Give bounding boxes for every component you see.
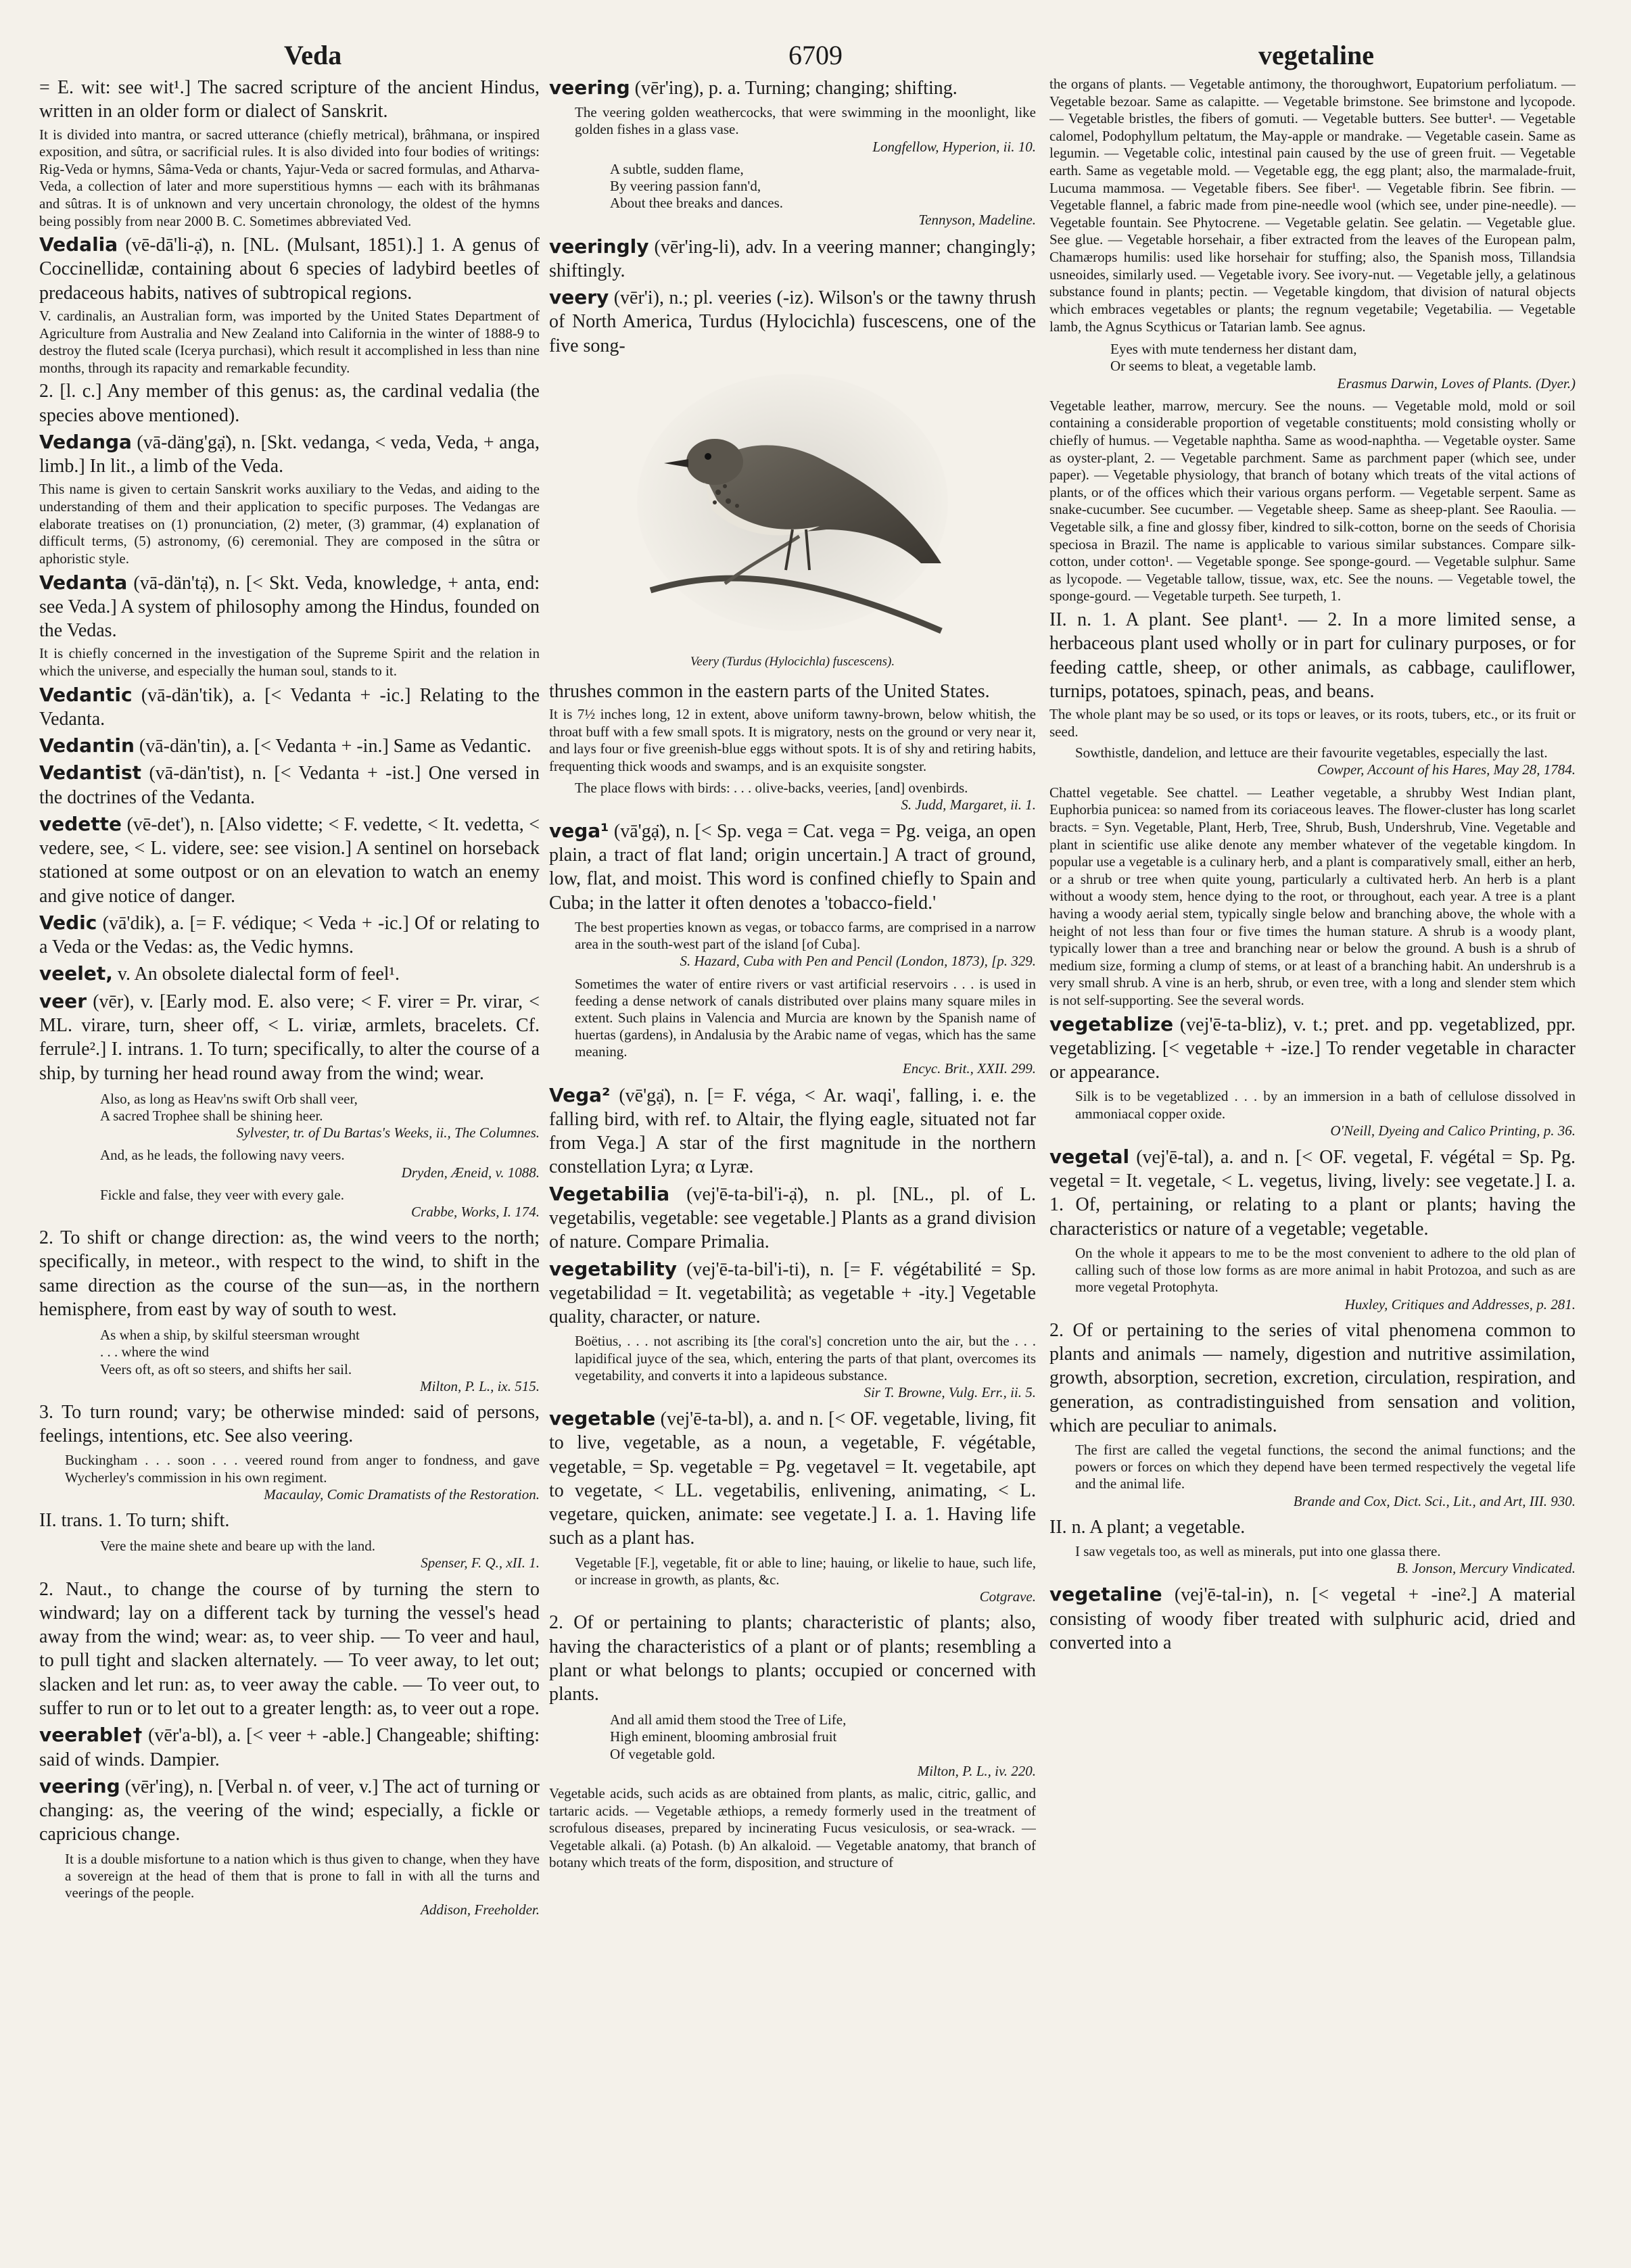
definition-text: (vēr'i), n.; pl. veeries (-iz). Wilson's or the tawny thrush of North America, Turdus (Hylocichla) fuscescens, one of the five song-	[549, 287, 1036, 356]
explanatory-note: It is chiefly concerned in the investigation of the Supreme Spirit and the relation in which the universe, and especially the human soul, stands to it.	[39, 645, 540, 679]
definition-text: (vā-däng'gạ̈), n. [Skt. vedanga, < veda, Veda, + anga, limb.] In lit., a limb of the Veda.	[39, 431, 540, 477]
dictionary-entry	[39, 761, 540, 809]
definition-paragraph: 2. Of or pertaining to the series of vital phenomena common to plants and animals — namely, digestion and nutritive assimilation, growth, absorption, secretion, excretion, circulation, respiration, and generation, as contradistinguished from sensation and volition, which are peculiar to animals.	[1049, 1319, 1576, 1436]
definition-paragraph: 2. To shift or change direction: as, the wind veers to the north; specifically, in meteor., with respect to the wind, to shift in the same direction as the course of the sun—as, in the northern hemisphere, from east by way of south to west.	[39, 1227, 540, 1320]
quote-text: I saw vegetals too, as well as minerals, put into one glassa there.	[1075, 1543, 1441, 1560]
explanatory-note: Vegetable leather, marrow, mercury. See the nouns. — Vegetable mold, mold or soil containing a considerable proportion of vegetable constituents; mold consisting wholly or chiefly of humus. — Vegetable naphtha. Same as wood-naphtha. — Vegetable oyster. Same as oyster-plant, 2. — Vegetable parchment. Same as parchment paper (which see, under paper). — Vegetable physiology, that branch of botany which treats of the vital actions of plants, or of the offices which their various organs perform. — Vegetable serpent. Same as snake-cucumber. See cucumber. — Vegetable sheep. Same as sheep-plant. See Raoulia. — Vegetable silk, a fine and glossy fiber, kindred to silk-cotton, borne on the seeds of Chorisia speciosa in Brazil. The name is applicable to various similar substances. Compare silk-cotton, under cotton¹. — Vegetable sponge. See sponge-gourd. — Vegetable sulphur. Same as lycopode. — Vegetable tallow, tissue, wax, etc. See the nouns. — Vegetable towel, the sponge-gourd. — Vegetable turpeth. See turpeth, 1.	[1049, 397, 1576, 605]
header-right-guide-word: vegetaline	[1258, 40, 1374, 70]
headword: vedette	[39, 812, 122, 835]
definition-text: (vē-det'), n. [Also vidette; < F. vedette, < It. vedetta, < vedere, see, < L. videre, see: see vision.] A sentinel on horseback stationed at some outpost or on an elevation to watch an enemy and give notice of danger.	[39, 813, 540, 907]
quote-source: Spenser, F. Q., xII. 1.	[421, 1555, 540, 1572]
quote-text: Fickle and false, they veer with every gale.	[100, 1186, 344, 1203]
quote-source: S. Judd, Margaret, ii. 1.	[901, 796, 1036, 813]
explanatory-note: It is divided into mantra, or sacred utterance (chiefly metrical), brâhmana, or inspired exposition, and sûtra, or sacrificial rules. It is also divided into four bodies of writings: Rig-Veda or hymns, Sâma-Veda or chants, Yajur-Veda or sacred formulas, and Atharva-Veda, a collection of later and more superstitious hymns — each with its brâhmanas and sûtras. It is of unknown and very uncertain chronology, the oldest of the hymns being possibly from near 2000 B. C. Sometimes abbreviated Ved.	[39, 126, 540, 229]
definition-paragraph: II. trans. 1. To turn; shift.	[39, 1510, 230, 1532]
citation-quote	[1075, 1543, 1576, 1577]
quote-text: The first are called the vegetal functions, the second the animal functions; and the powers or forces on which they depend have been termed respectively the vegetal life and the animal life.	[1075, 1442, 1576, 1492]
definition-text: (vej'ē-ta-bil'i-ti), n. [= F. végétabilité = Sp. vegetabilidad = It. vegetabilità; as vegetable + -ity.] Vegetable quality, character, or nature.	[549, 1258, 1036, 1328]
definition-text: (vēr'a-bl), a. [< veer + -able.] Changeable; shifting: said of winds. Dampier.	[39, 1725, 540, 1770]
quote-source: Milton, P. L., ix. 515.	[420, 1377, 540, 1394]
explanatory-note: Chattel vegetable. See chattel. — Leather vegetable, a shrubby West Indian plant, Euphorbia punicea: so named from its coriaceous leaves. The flower-cluster has long scarlet bracts. = Syn. Vegetable, Plant, Herb, Tree, Shrub, Bush, Undershrub, Vine. Vegetable and plant in scientific use alike denote any member whatever of the vegetable kingdom. In popular use a vegetable is a culinary herb, and a plant is comparatively small, either an herb, or a shrub or tree when quite young, particularly a cultivated herb. An herb is a plant without a woody stem, hence dying to the root, or throughout, each year. A tree is a plant having a woody aerial stem, typically single below and branching above, the whole with a height of not less than four or five times the human stature. A shrub is a woody plant, typically lower than a tree and branching near or below the ground. A bush is a shrub of medium size, forming a clump of stems, or at least of a branching habit. An undershrub is a very small shrub. A vine is an herb, shrub, or even tree, with a long and slender stem which is not self-supporting. See the several words.	[1049, 784, 1576, 1008]
citation-quote	[575, 1555, 1036, 1606]
quote-text: Sometimes the water of entire rivers or vast artificial reservoirs . . . is used in feeding a dense network of canals distributed over plains many square miles in extent. Such plains in Valencia and Murcia are known by the Spanish name of huertas (gardens), in Andalusia by the Arabic name of vegas, which has the same meaning.	[575, 975, 1036, 1060]
dictionary-entry	[39, 233, 540, 305]
column-1	[39, 76, 540, 2240]
dictionary-entry	[39, 812, 540, 908]
headword: Vedanta	[39, 571, 128, 594]
definition-text: (vej'ē-ta-bl), a. and n. [< OF. vegetable, living, fit to live, vegetable, as a noun, a vegetable, F. végétable, vegetable, = Sp. vegetable = Pg. vegetavel = It. vegetabile, apt to vegetate, < LL. vegetabilis, enlivening, animating, < L. vegetare, quicken, animate: see vegetate.] I. a. 1. Having life such as a plant has.	[549, 1409, 1036, 1549]
citation-quote	[65, 1851, 540, 1919]
quote-text: And all amid them stood the Tree of Life, High eminent, blooming ambrosial fruit Of vegetable gold.	[610, 1711, 847, 1762]
definition-text: (vē'gạ̈), n. [= F. véga, < Ar. waqi', falling, i. e. the falling bird, with ref. to Altair, the flying eagle, situated not far from Vega.] A star of the first magnitude in the northern constellation Lyra; α Lyræ.	[549, 1085, 1036, 1178]
veery-bird-illustration	[623, 367, 962, 651]
definition-paragraph: 2. Of or pertaining to plants; characteristic of plants; also, having the characteristics of a plant or of plants; resembling a plant or what belongs to plants; occupied or concerned with plants.	[549, 1612, 1036, 1705]
definition-text: (vā-dän'tist), n. [< Vedanta + -ist.] One versed in the doctrines of the Vedanta.	[39, 763, 540, 808]
definition-text: (vej'ē-ta-bil'i-ạ̈), n. pl. [NL., pl. of L. vegetabilis, vegetable: see vegetable.] Plants as a grand division of nature. Compare Primalia.	[549, 1183, 1036, 1253]
dictionary-entry	[1049, 1012, 1576, 1085]
definition-text: (vej'ē-tal-in), n. [< vegetal + -ine².] A material consisting of woody fiber treated with sulphuric acid, dried and converted into a	[1049, 1584, 1576, 1654]
quote-text: On the whole it appears to me to be the most convenient to adhere to the old plan of calling such of those low forms as are more animal in habit Protozoa, and such as are more vegetal Protophyta.	[1075, 1245, 1576, 1296]
dictionary-entry	[549, 235, 1036, 283]
definition-text: (vēr'ing), p. a. Turning; changing; shifting.	[634, 78, 958, 99]
quote-text: Also, as long as Heav'ns swift Orb shall veer, A sacred Trophee shall be shining heer.	[100, 1090, 358, 1124]
quote-text: Eyes with mute tenderness her distant dam, Or seems to bleat, a vegetable lamb.	[1110, 341, 1357, 375]
dictionary-entry	[1049, 1582, 1576, 1655]
quote-text: Boëtius, . . . not ascribing its [the coral's] concretion unto the air, but the . . . lapidifical juyce of the sea, which, entering the parts of that plant, overcomes its vegetability, and converts it into a lapideous substance.	[575, 1333, 1036, 1384]
quote-source: Addison, Freeholder.	[421, 1901, 540, 1918]
explanatory-note: The whole plant may be so used, or its tops or leaves, or its roots, tubers, etc., or its fruit or seed.	[1049, 706, 1576, 740]
citation-quote	[1075, 745, 1576, 778]
definition-text: (vēr'ing-li), adv. In a veering manner; changingly; shiftingly.	[549, 236, 1036, 281]
citation-quote	[575, 1333, 1036, 1401]
headword: veerable†	[39, 1724, 143, 1747]
dictionary-entry	[39, 683, 540, 732]
dictionary-entry	[549, 1257, 1036, 1329]
figure-caption: Veery (Turdus (Hylocichla) fuscescens).	[690, 654, 895, 669]
quote-source: Sir T. Browne, Vulg. Err., ii. 5.	[864, 1384, 1036, 1400]
citation-quote	[575, 780, 1036, 813]
citation-quote	[575, 919, 1036, 970]
headword: Vegetabilia	[549, 1182, 670, 1205]
dictionary-entry	[549, 1182, 1036, 1254]
quote-source: Cowper, Account of his Hares, May 28, 1784.	[1317, 761, 1576, 778]
definition-text: v. An obsolete dialectal form of feel¹.	[117, 964, 400, 985]
citation-quote	[100, 1091, 540, 1142]
definition-paragraph: II. n. A plant; a vegetable.	[1049, 1516, 1246, 1538]
citation-quote	[610, 161, 1036, 229]
header-left-guide-word: Veda	[284, 40, 342, 70]
headword: Vega²	[549, 1083, 611, 1106]
quote-source: Encyc. Brit., XXII. 299.	[902, 1060, 1036, 1077]
dictionary-entry	[39, 571, 540, 643]
headword: veery	[549, 286, 609, 309]
definition-text: (vej'ē-tal), a. and n. [< OF. vegetal, F. végétal = Sp. Pg. vegetal = It. vegetale, < L. vegetus, living, lively: see vegetate.] I. a. 1. Of, pertaining, or relating to a plant or plants; having the characteristics or nature of a vegetable; vegetable.	[1049, 1146, 1576, 1239]
citation-quote	[575, 104, 1036, 156]
headword: Vedanga	[39, 430, 132, 453]
dictionary-entry	[39, 1723, 540, 1772]
citation-quote	[610, 1711, 1036, 1780]
dictionary-entry	[39, 911, 540, 960]
quote-text: It is a double misfortune to a nation which is thus given to change, when they have a sovereign at the head of them that is prone to fall in with all the turns and veerings of the people.	[65, 1850, 540, 1901]
dictionary-entry	[549, 76, 1036, 100]
citation-quote	[100, 1538, 540, 1572]
definition-text: (vēr'ing), n. [Verbal n. of veer, v.] The act of turning or changing: as, the veering of the wind; especially, a fickle or capricious change.	[39, 1776, 540, 1845]
definition-text: (vēr), v. [Early mod. E. also vere; < F. virer = Pr. virar, < ML. virare, turn, sheer off, < L. viriæ, armlets, bracelets. Cf. ferrule².] I. intrans. 1. To turn; specifically, to alter the course of a ship, by turning her head round away from the wind; wear.	[39, 991, 540, 1084]
headword: Vedantin	[39, 734, 135, 757]
quote-source: Longfellow, Hyperion, ii. 10.	[872, 138, 1036, 155]
dictionary-entry	[39, 989, 540, 1085]
headword: Vedantist	[39, 761, 142, 784]
definition-paragraph: II. n. 1. A plant. See plant¹. — 2. In a more limited sense, a herbaceous plant used wholly or in part for culinary purposes, or for feeding cattle, sheep, or other animals, as cabbage, cauliflower, turnips, potatoes, spinach, peas, and beans.	[1049, 609, 1576, 702]
quote-source: O'Neill, Dyeing and Calico Printing, p. 36.	[1330, 1122, 1576, 1139]
quote-source: B. Jonson, Mercury Vindicated.	[1396, 1560, 1576, 1577]
quote-text: And, as he leads, the following navy veers.	[100, 1147, 345, 1164]
quote-source: Brande and Cox, Dict. Sci., Lit., and Art, III. 930.	[1293, 1492, 1576, 1509]
dictionary-entry	[39, 962, 540, 986]
dictionary-entry	[549, 285, 1036, 358]
explanatory-note: Vegetable acids, such acids as are obtained from plants, as malic, citric, gallic, and tartaric acids. — Vegetable æthiops, a remedy formerly used in the treatment of scrofulous diseases, prepared by incinerating Fucus vesiculosis, or sea-wrack. — Vegetable alkali. (a) Potash. (b) An alkaloid. — Vegetable anatomy, that branch of botany which treats of the form, disposition, and structure of	[549, 1785, 1036, 1871]
headword: veering	[549, 76, 630, 99]
explanatory-note: the organs of plants. — Vegetable antimony, the thoroughwort, Eupatorium perfoliatum. — Vegetable bezoar. Same as calapitte. — Vegetable brimstone. See brimstone and lycopode. — Vegetable bristles, the fibers of gomuti. — Vegetable butters. See butter¹. — Vegetable calomel, Podophyllum peltatum, the May-apple or mandrake. — Vegetable casein. Same as legumin. — Vegetable colic, intestinal pain caused by the use of green fruit. — Vegetable earth. Same as vegetable mold. — Vegetable egg, the egg plant; also, the marmalade-fruit, Lucuma mammosa. — Vegetable fibers. See fiber¹. — Vegetable fibrin. See fibrin. — Vegetable flannel, a fabric made from pine-needle wool (which see, under pine-needle). — Vegetable fountain. See Phytocrene. — Vegetable gelatin. See gelatin. — Vegetable glue. See glue. — Vegetable horsehair, a fiber extracted from the leaves of the European palm, Chamærops humilis: used like horsehair for stuffing; also, the Spanish moss, Tillandsia usneoides, similarly used. — Vegetable ivory. See ivory-nut. — Vegetable jelly, a gelatinous substance found in plants; pectin. — Vegetable kingdom, that division of natural objects which embraces vegetables or plants; the regnum vegetabile; Vegetabilia. — Vegetable lamb, the Agnus Scythicus or Tatarian lamb. See agnus.	[1049, 76, 1576, 335]
dictionary-entry	[39, 734, 540, 758]
quote-text: Buckingham . . . soon . . . veered round from anger to fondness, and gave Wycherley's commission in his own regiment.	[65, 1452, 540, 1486]
quote-source: Macaulay, Comic Dramatists of the Restoration.	[264, 1486, 540, 1503]
quote-text: Vere the maine shete and beare up with the land.	[100, 1538, 376, 1555]
quote-source: Erasmus Darwin, Loves of Plants. (Dyer.)	[1337, 375, 1576, 392]
definition-paragraph: 3. To turn round; vary; be otherwise minded: said of persons, feelings, intentions, etc. See also veering.	[39, 1401, 540, 1447]
definition-paragraph: 2. Naut., to change the course of by turning the stern to windward; lay on a different tack by turning the vessel's head away from the wind; wear: as, to veer ship. — To veer and haul, to pull tight and slacken alternately. — To veer away, to let out; slacken and let run: as, to veer away the cable. — To veer out, to suffer to run or to let out to a greater length: as, to veer out a rope.	[39, 1578, 540, 1719]
citation-quote	[1110, 341, 1576, 392]
dictionary-entry	[549, 1083, 1036, 1179]
definition-text: (vā-dän'tạ̈), n. [< Skt. Veda, knowledge, + anta, end: see Veda.] A system of philosophy among the Hindus, founded on the Vedas.	[39, 572, 540, 642]
dictionary-entry	[39, 1774, 540, 1847]
headword: vegetable	[549, 1407, 656, 1430]
definition-text: (vā-dän'tik), a. [< Vedanta + -ic.] Relating to the Vedanta.	[39, 684, 540, 730]
figure	[549, 367, 1036, 670]
definition-paragraph: = E. wit: see wit¹.] The sacred scripture of the ancient Hindus, written in an older form or dialect of Sanskrit.	[39, 77, 540, 122]
citation-quote	[65, 1452, 540, 1503]
dictionary-entry	[549, 1407, 1036, 1551]
citation-quote	[100, 1147, 540, 1181]
headword: vegetaline	[1049, 1583, 1162, 1606]
quote-source: Tennyson, Madeline.	[918, 212, 1036, 229]
quote-text: The place flows with birds: . . . olive-backs, veeries, [and] ovenbirds.	[575, 779, 968, 796]
quote-text: Sowthistle, dandelion, and lettuce are their favourite vegetables, especially the last.	[1075, 745, 1548, 761]
citation-quote	[1075, 1088, 1576, 1139]
citation-quote	[1075, 1245, 1576, 1313]
dictionary-entry	[39, 430, 540, 479]
definition-text: (vā-dän'tin), a. [< Vedanta + -in.] Same as Vedantic.	[139, 736, 531, 757]
citation-quote	[100, 1187, 540, 1221]
definition-text: (vā'gạ̈), n. [< Sp. vega = Cat. vega = Pg. veiga, an open plain, a tract of flat land; origin uncertain.] A tract of ground, low, flat, and moist. This word is confined chiefly to Spain and Cuba; in the latter it often denotes a 'tobacco-field.'	[549, 820, 1036, 914]
definition-text: (vej'ē-ta-bliz), v. t.; pret. and pp. vegetablized, ppr. vegetablizing. [< vegetable + -ize.] To render vegetable in character or appearance.	[1049, 1014, 1576, 1083]
quote-source: Huxley, Critiques and Addresses, p. 281.	[1344, 1296, 1576, 1313]
definition-text: (vā'dik), a. [= F. védique; < Veda + -ic.] Of or relating to a Veda or the Vedas: as, the Vedic hymns.	[39, 912, 540, 958]
quote-text: The best properties known as vegas, or tobacco farms, are comprised in a narrow area in the south-west part of the island [of Cuba].	[575, 918, 1036, 953]
page-header	[54, 39, 1577, 73]
explanatory-note: This name is given to certain Sanskrit works auxiliary to the Vedas, and aiding to the understanding of them and their application to specific purposes. The Vedangas are elaborate treatises on (1) pronunciation, (2) meter, (3) grammar, (4) explanation of difficult terms, (5) astronomy, (6) ceremonial. They are composed in the sûtra or aphoristic style.	[39, 481, 540, 567]
headword: Vedic	[39, 911, 97, 934]
quote-source: Dryden, Æneid, v. 1088.	[401, 1164, 540, 1181]
headword: Vedantic	[39, 683, 133, 706]
quote-text: Vegetable [F.], vegetable, fit or able to line; hauing, or likelie to haue, such life, or increase in growth, as plants, &c.	[575, 1554, 1036, 1588]
headword: vega¹	[549, 819, 609, 842]
page-number: 6709	[788, 40, 843, 70]
headword: vegetability	[549, 1257, 678, 1280]
column-2	[549, 76, 1036, 2240]
quote-source: Milton, P. L., iv. 220.	[917, 1762, 1036, 1779]
citation-quote	[575, 976, 1036, 1078]
headword: veer	[39, 989, 87, 1012]
definition-paragraph: 2. [l. c.] Any member of this genus: as, the cardinal vedalia (the species above mentioned).	[39, 381, 540, 426]
headword: veelet,	[39, 962, 113, 985]
quote-text: A subtle, sudden flame, By veering passion fann'd, About thee breaks and dances.	[610, 160, 783, 212]
headword: vegetablize	[1049, 1012, 1174, 1035]
citation-quote	[1075, 1442, 1576, 1510]
explanatory-note: V. cardinalis, an Australian form, was imported by the United States Department of Agriculture from Australia and New Zealand into California in the winter of 1888-9 to destroy the fluted scale (Icerya purchasi), which result it accomplished in less than nine months, through its rapacity and remarkable fecundity.	[39, 307, 540, 376]
definition-paragraph: thrushes common in the eastern parts of the United States.	[549, 680, 990, 702]
headword: Vedalia	[39, 233, 118, 256]
column-3	[1049, 76, 1576, 2240]
quote-source: Sylvester, tr. of Du Bartas's Weeks, ii., The Columnes.	[236, 1125, 540, 1141]
quote-text: As when a ship, by skilful steersman wrought . . . where the wind Veers oft, as oft so steers, and shifts her sail.	[100, 1327, 360, 1377]
quote-source: Crabbe, Works, I. 174.	[411, 1203, 540, 1220]
dictionary-entry	[549, 819, 1036, 915]
definition-text: (vē-dā'li-ạ̈), n. [NL. (Mulsant, 1851).] 1. A genus of Coccinellidæ, containing about 6 species of ladybird beetles of predaceous habits, natives of subtropical regions.	[39, 235, 540, 304]
explanatory-note: It is 7½ inches long, 12 in extent, above uniform tawny-brown, below whitish, the throat buff with a few small spots. It is migratory, nests on the ground or very near it, and lays four or five greenish-blue eggs without spots. It is of shy and retiring habits, frequenting thick woods and swamps, and is an exquisite songster.	[549, 706, 1036, 774]
dictionary-entry	[1049, 1145, 1576, 1241]
quote-text: The veering golden weathercocks, that were swimming in the moonlight, like golden fishes in a glass vase.	[575, 104, 1036, 138]
headword: veering	[39, 1774, 120, 1797]
headword: veeringly	[549, 235, 649, 258]
citation-quote	[100, 1327, 540, 1395]
quote-source: S. Hazard, Cuba with Pen and Pencil (London, 1873), [p. 329.	[680, 953, 1036, 970]
headword: vegetal	[1049, 1145, 1130, 1168]
quote-source: Cotgrave.	[979, 1588, 1036, 1605]
quote-text: Silk is to be vegetablized . . . by an immersion in a bath of cellulose dissolved in ammoniacal copper oxide.	[1075, 1088, 1576, 1122]
